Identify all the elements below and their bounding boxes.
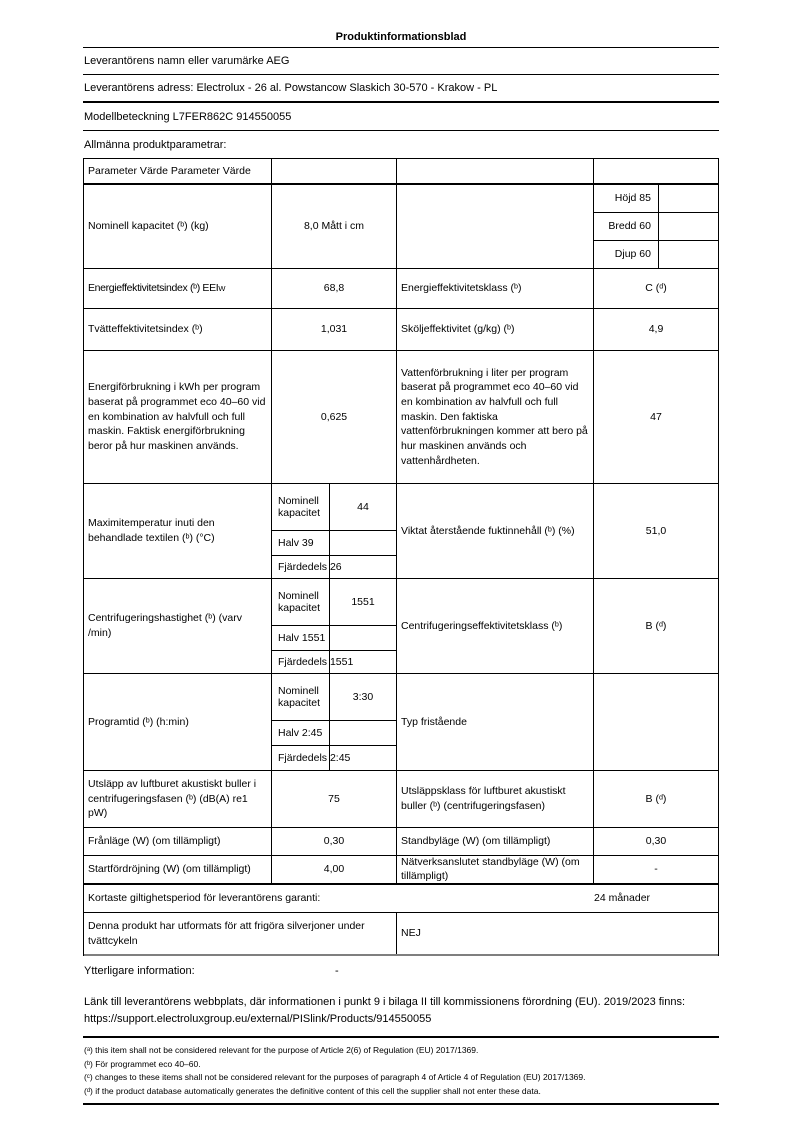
row-label: Tvätteffektivitetsindex (ᵇ) bbox=[84, 309, 272, 350]
row-label-2: Nätverksanslutet standbyläge (W) (om tillämpligt) bbox=[397, 856, 594, 883]
row-label-2: Sköljeffektivitet (g/kg) (ᵇ) bbox=[397, 309, 594, 350]
subtable-label: Fjärdedels 2:45 bbox=[272, 746, 330, 770]
row-label: Nominell kapacitet (ᵇ) (kg) bbox=[84, 185, 272, 268]
duration-subtable bbox=[272, 674, 397, 770]
warranty-label: Kortaste giltighetsperiod för leverantörens garanti: bbox=[88, 892, 321, 905]
subtable-value bbox=[330, 746, 396, 770]
row-value-2 bbox=[594, 674, 718, 770]
model-designation-text: Modellbeteckning L7FER862C 914550055 bbox=[84, 110, 292, 123]
dimension-empty bbox=[659, 185, 718, 212]
subtable-value bbox=[330, 651, 396, 673]
row-label: Startfördröjning (W) (om tillämpligt) bbox=[84, 856, 272, 883]
row-label: Energiförbrukning i kWh per program baserat på programmet eco 40–60 vid en kombination av halvfull och full maskin. Faktisk energiförbrukning beror på hur maskinen används. bbox=[84, 351, 272, 483]
supplier-name-row bbox=[83, 48, 719, 75]
row-silver-ions bbox=[84, 913, 718, 956]
parameters-table bbox=[83, 158, 719, 956]
row-energy-water-consumption bbox=[84, 351, 718, 484]
section-heading bbox=[83, 131, 719, 158]
table-header-empty-3 bbox=[594, 159, 718, 183]
row-empty-cell bbox=[397, 185, 594, 268]
temperature-subtable bbox=[272, 484, 397, 578]
eei-label-text: Energieffektivitetsindex (ᵇ) EEI bbox=[88, 282, 219, 295]
subtable-row bbox=[272, 531, 396, 556]
subtable-row bbox=[272, 626, 396, 651]
dimension-empty bbox=[659, 213, 718, 240]
row-value: 1,031 bbox=[272, 309, 397, 350]
footnote-a: (ᵃ) this item shall not be considered relevant for the purpose of Article 2(6) of Regulation (EU) 2017/1369. bbox=[84, 1045, 479, 1055]
subtable-row bbox=[272, 721, 396, 746]
model-designation-row bbox=[83, 103, 719, 131]
footnotes bbox=[83, 1038, 719, 1098]
row-value-2: 0,30 bbox=[645, 835, 667, 848]
silver-ions-label: Denna produkt har utformats för att frigöra silverjoner under tvättcykeln bbox=[84, 913, 397, 954]
dimensions-subtable bbox=[594, 185, 718, 268]
row-value-2: B (ᵈ) bbox=[645, 619, 667, 632]
subtable-row bbox=[272, 484, 396, 531]
table-header-empty-1 bbox=[272, 159, 397, 183]
row-value-2: C (ᵈ) bbox=[645, 282, 667, 295]
dimension-depth: Djup 60 bbox=[594, 241, 659, 268]
subtable-label: Nominell kapacitet bbox=[272, 484, 330, 530]
row-value: 0,625 bbox=[272, 351, 397, 483]
row-delay-start bbox=[84, 856, 718, 885]
row-spin-speed bbox=[84, 579, 718, 674]
row-label-2: Centrifugeringseffektivitetsklass (ᵇ) bbox=[397, 579, 594, 673]
dimension-row bbox=[594, 185, 718, 213]
row-label-2: Typ fristående bbox=[397, 674, 594, 770]
warranty-value: 24 månader bbox=[594, 892, 651, 905]
row-label: Frånläge (W) (om tillämpligt) bbox=[84, 828, 272, 855]
table-header-row bbox=[84, 159, 718, 185]
row-label-2: Vattenförbrukning i liter per program baserat på programmet eco 40–60 vid en kombination av halvfull och full maskin. Den faktiska vattenförbrukningen kommer att bero på hur maskinen används och vattenhårdheten. bbox=[397, 351, 594, 483]
row-value-2: 4,9 bbox=[648, 323, 664, 336]
subtable-label: Halv 2:45 bbox=[272, 721, 330, 745]
row-max-temperature bbox=[84, 484, 718, 579]
subtable-row bbox=[272, 746, 396, 770]
row-label: Programtid (ᵇ) (h:min) bbox=[84, 674, 272, 770]
sheet-content bbox=[83, 0, 719, 1105]
subtable-value bbox=[330, 626, 396, 650]
footnote-d: (ᵈ) if the product database automatically generates the definitive content of this cell the supplier shall not enter these data. bbox=[84, 1085, 541, 1096]
additional-info-value: - bbox=[335, 965, 339, 977]
row-energy-efficiency-index bbox=[84, 269, 718, 309]
row-label-2: Energieffektivitetsklass (ᵇ) bbox=[397, 269, 594, 308]
table-header-empty-2 bbox=[397, 159, 594, 183]
supplier-name-text: Leverantörens namn eller varumärke AEG bbox=[84, 55, 290, 67]
spin-speed-subtable bbox=[272, 579, 397, 673]
subtable-label: Nominell kapacitet bbox=[272, 674, 330, 720]
subtable-row bbox=[272, 579, 396, 626]
supplier-address-row bbox=[83, 75, 719, 103]
row-label: Centrifugeringshastighet (ᵇ) (varv /min) bbox=[84, 579, 272, 673]
table-header-label: Parameter Värde Parameter Värde bbox=[84, 159, 272, 183]
dimension-empty bbox=[659, 241, 718, 268]
row-label: Energieffektivitetsindex (ᵇ) EEI W bbox=[84, 269, 272, 308]
dimension-width: Bredd 60 bbox=[594, 213, 659, 240]
row-label-2: Standbyläge (W) (om tillämpligt) bbox=[397, 828, 594, 855]
supplier-link-section bbox=[83, 986, 719, 1028]
subtable-value bbox=[330, 531, 396, 555]
row-washing-efficiency-index bbox=[84, 309, 718, 351]
subtable-value: 44 bbox=[357, 500, 369, 513]
row-value-2: 47 bbox=[650, 410, 662, 423]
row-value-2: B (ᵈ) bbox=[645, 792, 667, 805]
subtable-value bbox=[330, 721, 396, 745]
row-label-2: Viktat återstående fuktinnehåll (ᵇ) (%) bbox=[397, 484, 594, 578]
row-value: 8,0 Mått i cm bbox=[272, 185, 397, 268]
supplier-link-intro: Länk till leverantörens webbplats, där informationen i punkt 9 i bilaga II till kommissionens förordning (EU). 2019/2023 finns: bbox=[84, 996, 686, 1008]
row-acoustic-noise bbox=[84, 771, 718, 828]
dimension-row bbox=[594, 213, 718, 241]
subtable-value: 1551 bbox=[351, 595, 375, 608]
additional-info-row bbox=[83, 956, 719, 986]
subtable-label: Halv 1551 bbox=[272, 626, 330, 650]
silver-ions-value: NEJ bbox=[401, 927, 421, 940]
page-title: Produktinformationsblad bbox=[83, 0, 719, 48]
divider-below-footnotes bbox=[83, 1103, 719, 1105]
subtable-label: Halv 39 bbox=[272, 531, 330, 555]
supplier-address-text: Leverantörens adress: Electrolux - 26 al. Powstancow Slaskich 30-570 - Krakow - PL bbox=[84, 82, 498, 94]
subtable-value bbox=[330, 556, 396, 578]
footnote-c: (ᶜ) changes to these items shall not be considered relevant for the purposes of paragraph 4 of Article 4 of Regulation (EU) 2017/1369. bbox=[84, 1072, 586, 1082]
subtable-label: Fjärdedels 26 bbox=[272, 556, 330, 578]
dimension-height: Höjd 85 bbox=[594, 185, 659, 212]
subtable-label: Fjärdedels 1551 bbox=[272, 651, 330, 673]
subtable-row bbox=[272, 556, 396, 578]
row-label: Utsläpp av luftburet akustiskt buller i centrifugeringsfasen (ᵇ) (dB(A) re1 pW) bbox=[84, 771, 272, 827]
section-heading-text: Allmänna produktparametrar: bbox=[84, 138, 227, 151]
subtable-row bbox=[272, 651, 396, 673]
row-programme-duration bbox=[84, 674, 718, 771]
row-value-2: 51,0 bbox=[645, 524, 667, 537]
additional-info-label: Ytterligare information: bbox=[84, 965, 195, 977]
row-value-2: - bbox=[654, 863, 658, 876]
row-value: 0,30 bbox=[272, 828, 397, 855]
row-value: 75 bbox=[272, 771, 397, 827]
footnote-b: (ᵇ) För programmet eco 40–60. bbox=[84, 1058, 201, 1069]
row-value: 4,00 bbox=[272, 856, 397, 883]
row-label-2: Utsläppsklass för luftburet akustiskt buller (ᵇ) (centrifugeringsfasen) bbox=[397, 771, 594, 827]
row-off-mode bbox=[84, 828, 718, 856]
subtable-label: Nominell kapacitet bbox=[272, 579, 330, 625]
subtable-row bbox=[272, 674, 396, 721]
row-warranty bbox=[84, 885, 718, 913]
row-label: Maximitemperatur inuti den behandlade textilen (ᵇ) (°C) bbox=[84, 484, 272, 578]
row-value: 68,8 bbox=[272, 269, 397, 308]
row-nominal-capacity bbox=[84, 185, 718, 269]
subtable-value: 3:30 bbox=[352, 690, 374, 703]
supplier-website-url[interactable]: https://support.electroluxgroup.eu/external/PISlink/Products/914550055 bbox=[84, 1013, 432, 1025]
dimension-row bbox=[594, 241, 718, 268]
